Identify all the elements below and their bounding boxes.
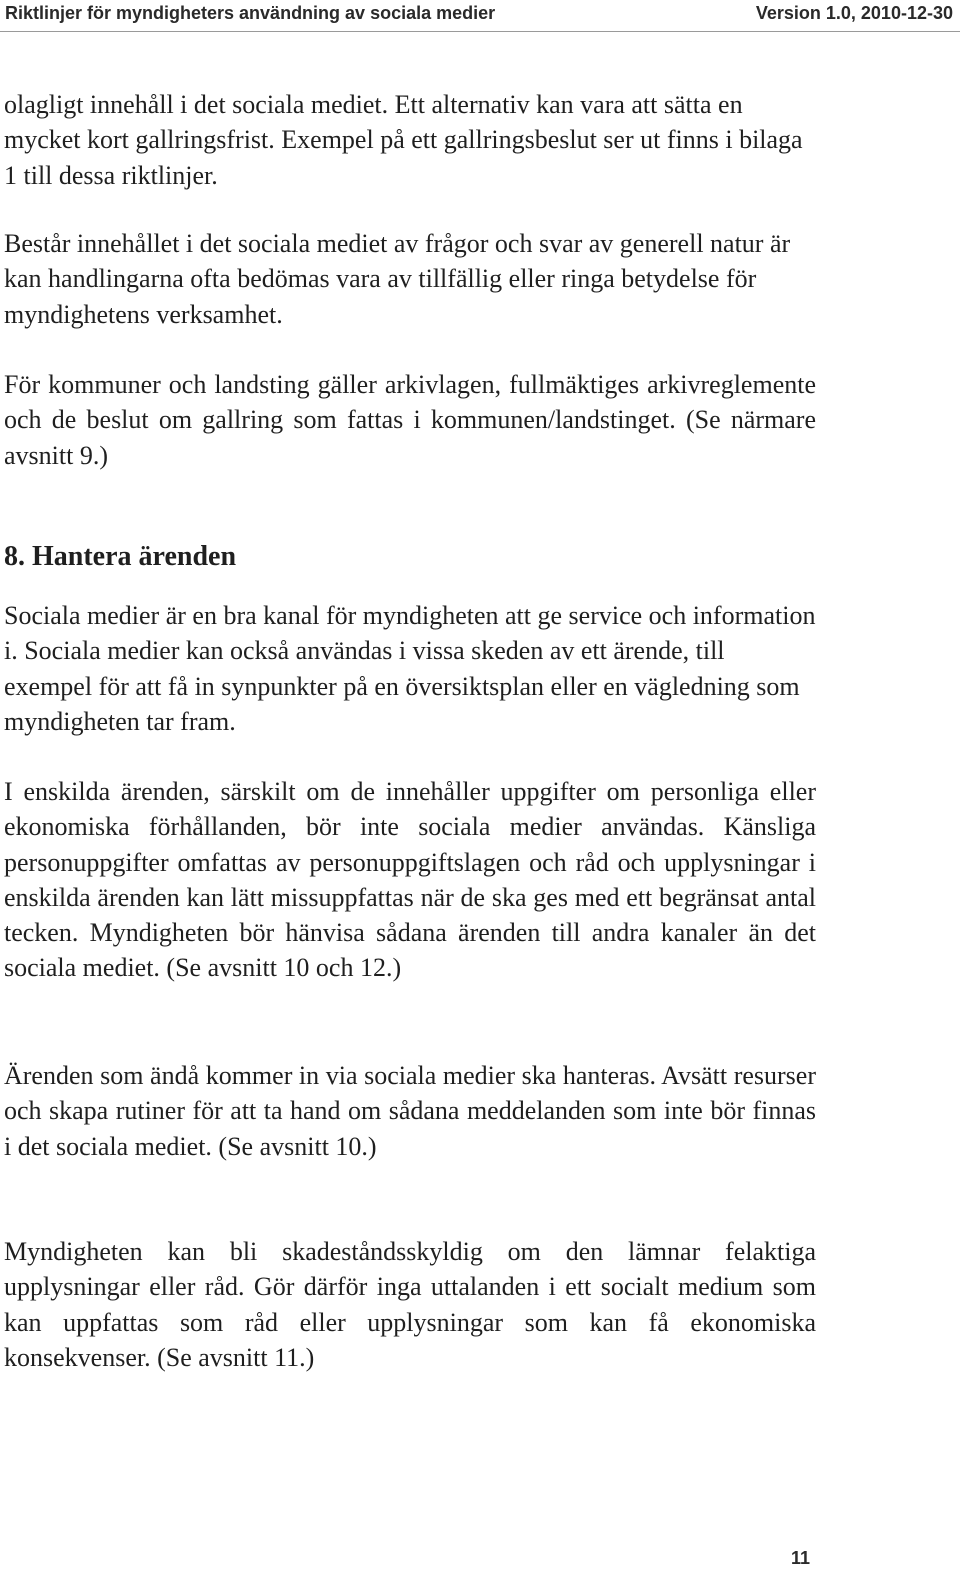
page-number: 11 bbox=[791, 1548, 811, 1568]
section-heading: 8. Hantera ärenden bbox=[4, 541, 237, 572]
paragraph-service-och-information: Sociala medier är en bra kanal för myndigheten att ge service och information i. Sociala medier kan också användas i vissa skeden av ett ärende, till exempel för att få in synpunkter på en översiktsplan eller en vägledning som myndigheten tar fram. bbox=[4, 601, 816, 736]
paragraph-skadestand: Myndigheten kan bli skadeståndsskyldig om den lämnar felaktiga upplysningar eller råd. Gör därför inga uttalanden i ett socialt medium som kan uppfattas som råd eller upplysningar som kan få ekonomiska konsekvenser. (Se avsnitt 11.) bbox=[4, 1237, 816, 1372]
document-title: Riktlinjer för myndigheters användning av sociala medier bbox=[5, 3, 496, 23]
document-version: Version 1.0, 2010-12-30 bbox=[755, 3, 953, 23]
paragraph-kommuner-landsting: För kommuner och landsting gäller arkivlagen, fullmäktiges arkivreglemente och de beslut om gallring som fattas i kommunen/landstinget. (Se närmare avsnitt 9.) bbox=[4, 370, 816, 470]
paragraph-fragor-och-svar: Består innehållet i det sociala mediet av frågor och svar av generell natur är kan handlingarna ofta bedömas vara av tillfällig eller ringa betydelse för myndighetens verksamhet. bbox=[4, 229, 791, 329]
paragraph-enskilda-arenden: I enskilda ärenden, särskilt om de innehåller uppgifter om personliga eller ekonomiska förhållanden, bör inte sociala medier användas. Känsliga personuppgifter omfattas av personuppgiftslagen och råd och upplysningar i enskilda ärenden kan lätt missuppfattas när de ska ges med ett begränsat antal tecken. Myndigheten bör hänvisa sådana ärenden till andra kanaler än det sociala mediet. (Se avsnitt 10 och 12.) bbox=[4, 777, 816, 983]
paragraph-gallringsfrist: olagligt innehåll i det sociala mediet. Ett alternativ kan vara att sätta en mycket kort gallringsfrist. Exempel på ett gallringsbeslut ser ut finns i bilaga 1 till dessa riktlinjer. bbox=[4, 90, 803, 190]
header-divider bbox=[0, 31, 960, 32]
page-header bbox=[0, 0, 960, 30]
paragraph-hantera-arenden: Ärenden som ändå kommer in via sociala medier ska hanteras. Avsätt resurser och skapa rutiner för att ta hand om sådana meddelanden som inte bör finnas i det sociala mediet. (Se avsnitt 10.) bbox=[4, 1061, 816, 1161]
